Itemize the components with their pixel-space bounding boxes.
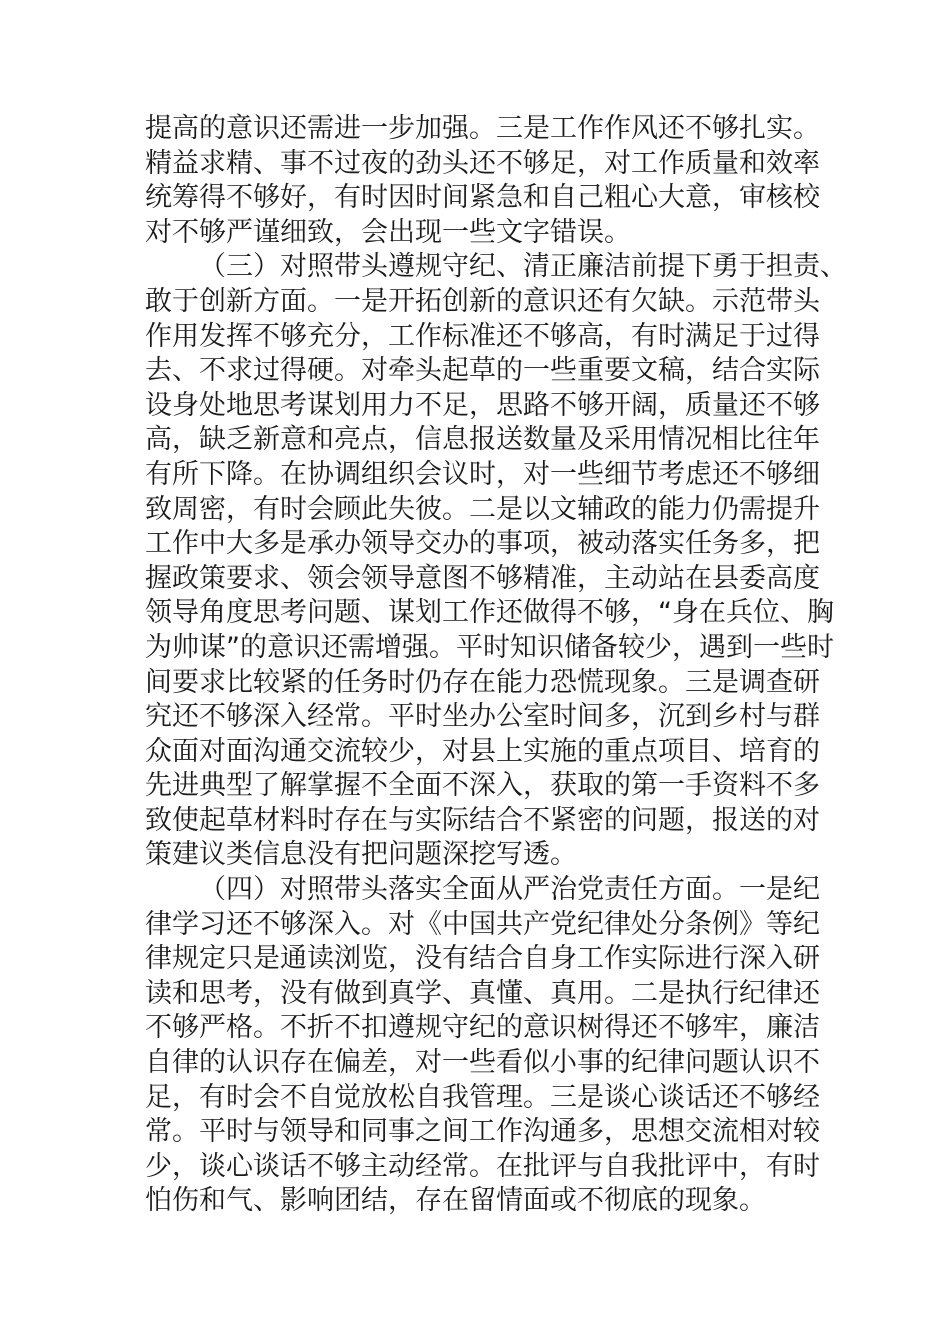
text-line: 究还不够深入经常。平时坐办公室时间多，沉到乡村与群 [145,701,820,733]
text-line: 律规定只是通读浏览，没有结合自身工作实际进行深入研 [145,943,820,975]
text-line: 常。平时与领导和同事之间工作沟通多，思想交流相对较 [145,1116,820,1148]
text-line: 统筹得不够好，有时因时间紧急和自己粗心大意，审核校 [145,182,820,214]
text-line: 足，有时会不自觉放松自我管理。三是谈心谈话还不够经 [145,1081,820,1113]
text-line: 致使起草材料时存在与实际结合不紧密的问题，报送的对 [145,804,820,836]
text-line: 致周密，有时会顾此失彼。二是以文辅政的能力仍需提升 [145,493,820,525]
text-line: 为帅谋”的意识还需增强。平时知识储备较少，遇到一些时 [145,631,834,663]
text-line: 对不够严谨细致，会出现一些文字错误。 [145,216,631,248]
text-line: 提高的意识还需进一步加强。三是工作作风还不够扎实。 [145,113,820,144]
text-line: 有所下降。在协调组织会议时，对一些细节考虑还不够细 [145,458,820,490]
text-line: 工作中大多是承办领导交办的事项，被动落实任务多，把 [145,528,820,560]
text-line: 律学习还不够深入。对《中国共产党纪律处分条例》等纪 [145,908,820,940]
text-line: 设身处地思考谋划用力不足，思路不够开阔，质量还不够 [145,389,820,421]
text-line: 策建议类信息没有把问题深挖写透。 [145,839,577,871]
text-line: 众面对面沟通交流较少，对县上实施的重点项目、培育的 [145,735,820,767]
text-line: 自律的认识存在偏差，对一些看似小事的纪律问题认识不 [145,1047,820,1079]
text-line: 间要求比较紧的任务时仍存在能力恐慌现象。三是调查研 [145,666,820,698]
document-body [145,112,845,1219]
text-line: 高，缺乏新意和亮点，信息报送数量及采用情况相比往年 [145,424,820,456]
text-line: 作用发挥不够充分，工作标准还不够高，有时满足于过得 [145,320,820,352]
text-line: 敢于创新方面。一是开拓创新的意识还有欠缺。示范带头 [145,285,820,317]
text-line: 先进典型了解掌握不全面不深入，获取的第一手资料不多 [145,770,820,802]
text-line: 怕伤和气、影响团结，存在留情面或不彻底的现象。 [145,1185,766,1217]
text-line: 握政策要求、领会领导意图不够精准，主动站在县委高度 [145,562,820,594]
text-line: 去、不求过得硬。对牵头起草的一些重要文稿，结合实际 [145,355,820,387]
text-line: 领导角度思考问题、谋划工作还做得不够，“身在兵位、胸 [145,597,834,629]
text-line: 不够严格。不折不扣遵规守纪的意识树得还不够牢，廉洁 [145,1012,820,1044]
text-line: 精益求精、事不过夜的劲头还不够足，对工作质量和效率 [145,147,820,179]
text-line: 少，谈心谈话不够主动经常。在批评与自我批评中，有时 [145,1150,820,1182]
paragraph-first-line: （三）对照带头遵规守纪、清正廉洁前提下勇于担责、 [199,251,847,283]
paragraph-first-line: （四）对照带头落实全面从严治党责任方面。一是纪 [199,874,820,906]
text-line: 读和思考，没有做到真学、真懂、真用。二是执行纪律还 [145,977,820,1009]
